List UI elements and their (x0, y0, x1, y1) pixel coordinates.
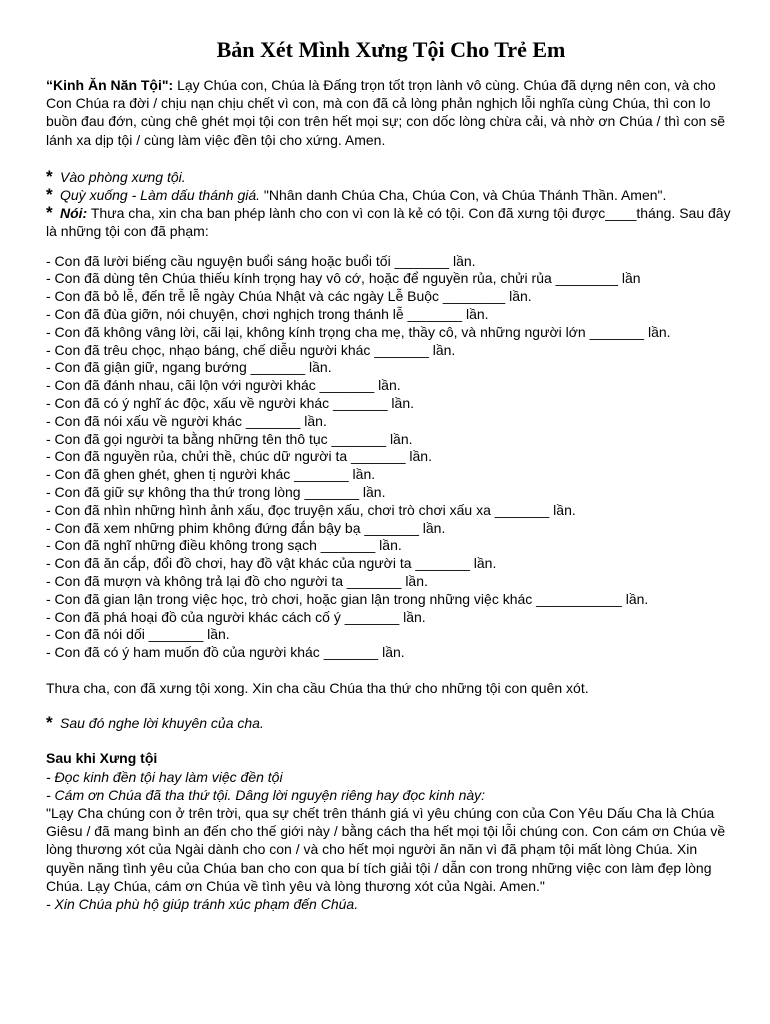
list-item: - Con đã ghen ghét, ghen tị người khác _______ lần. (46, 466, 376, 483)
list-item: - Con đã gian lận trong việc học, trò chơi, hoặc gian lận trong những việc khác ___________ lần. (46, 590, 649, 607)
step-kneel-text: "Nhân danh Chúa Cha, Chúa Con, và Chúa Thánh Thần. Amen". (260, 187, 667, 204)
list-item: - Con đã đùa giỡn, nói chuyện, chơi nghịch trong thánh lễ _______ lần. (46, 306, 489, 323)
after-step-penance: - Đọc kinh đền tội hay làm việc đền tội (46, 768, 283, 785)
step-kneel (46, 186, 736, 204)
page-title: Bản Xét Mình Xưng Tội Cho Trẻ Em (216, 37, 566, 62)
list-item: - Con đã nói xấu về người khác _______ lần. (46, 412, 327, 429)
asterisk-bullet: * (46, 713, 53, 733)
document-page (46, 36, 736, 913)
list-item: - Con đã giận giữ, ngang bướng _______ lần. (46, 359, 332, 376)
list-item: - Con đã đánh nhau, cãi lộn với người khác _______ lần. (46, 377, 401, 394)
list-item: - Con đã phá hoại đồ của người khác cách cố ý _______ lần. (46, 608, 426, 625)
list-item: - Con đã dùng tên Chúa thiếu kính trọng hay vô cớ, hoặc để nguyền rủa, chửi rủa ________ lần (46, 270, 641, 287)
step-say (46, 204, 736, 240)
list-item: - Con đã bỏ lễ, đến trễ lễ ngày Chúa Nhật và các ngày Lễ Buộc ________ lần. (46, 288, 532, 305)
list-item: - Con đã không vâng lời, cãi lại, không kính trọng cha mẹ, thầy cô, và những người lớn _______ lần. (46, 323, 671, 340)
step-enter-text: Vào phòng xưng tội. (60, 168, 186, 185)
list-item: - Con đã nghĩ những điều không trong sạch _______ lần. (46, 537, 402, 554)
step-say-label: Nói: (60, 205, 88, 222)
asterisk-bullet: * (46, 185, 53, 205)
list-item: - Con đã có ý nghĩ ác độc, xấu về người khác _______ lần. (46, 395, 415, 411)
list-item: - Con đã trêu chọc, nhạo báng, chế diễu người khác _______ lần. (46, 341, 456, 358)
list-item: - Con đã có ý ham muốn đồ của người khác _______ lần. (46, 644, 405, 661)
list-item: - Con đã ăn cắp, đổi đồ chơi, hay đồ vật khác của người ta _______ lần. (46, 555, 497, 572)
advice-text: Sau đó nghe lời khuyên của cha. (60, 715, 264, 732)
step-say-text: Thưa cha, xin cha ban phép lành cho con vì con là kẻ có tội. Con đã xưng tội được____tháng. Sau đây là những tội con đã phạm: (46, 205, 731, 240)
contrition-text: Lạy Chúa con, Chúa là Đấng trọn tốt trọn lành vô cùng. Chúa đã dựng nên con, và cho Con Chúa ra đời / chịu nạn chịu chết vì con, mà con đã cả lòng phản nghịch lỗi nghĩa cùng Chúa, thì con lo buồn đau đớn, cùng chê ghét mọi tội con trên hết mọi sự; con dốc lòng chừa cải, và nhờ ơn Chúa / thì con sẽ lánh xa dịp tội / cùng làm việc đền tội cho xứng. Amen. (46, 77, 726, 148)
list-item: - Con đã lười biếng cầu nguyện buổi sáng hoặc buổi tối _______ lần. (46, 252, 476, 269)
step-kneel-italic: Quỳ xuống - Làm dấu thánh giá. (60, 187, 261, 204)
list-item: - Con đã giữ sự không tha thứ trong lòng _______ lần. (46, 483, 386, 500)
closing-statement: Thưa cha, con đã xưng tội xong. Xin cha cầu Chúa tha thứ cho những tội con quên xót. (46, 679, 589, 696)
list-item: - Con đã gọi người ta bằng những tên thô tục _______ lần. (46, 430, 413, 447)
list-item: - Con đã nói dối _______ lần. (46, 626, 230, 643)
list-item: - Con đã nguyền rủa, chửi thề, chúc dữ người ta _______ lần. (46, 448, 432, 465)
asterisk-bullet: * (46, 203, 53, 223)
contrition-prayer (46, 76, 736, 149)
after-step-thanks: - Cám ơn Chúa đã tha thứ tội. Dâng lời nguyện riêng hay đọc kinh này: (46, 786, 486, 803)
asterisk-bullet: * (46, 166, 53, 186)
list-item: - Con đã mượn và không trả lại đồ cho người ta _______ lần. (46, 572, 428, 589)
contrition-label: “Kinh Ăn Năn Tội": (46, 77, 174, 93)
after-step-blessing: - Xin Chúa phù hộ giúp tránh xúc phạm đến Chúa. (46, 895, 359, 912)
advice-step (46, 714, 736, 732)
after-confession-heading: Sau khi Xưng tội (46, 750, 158, 767)
list-item: - Con đã xem những phim không đứng đắn bậy bạ _______ lần. (46, 519, 446, 536)
thanksgiving-prayer: "Lạy Cha chúng con ở trên trời, qua sự chết trên thánh giá vì yêu chúng con của Con Yêu Dấu Cha là Chúa Giêsu / đã mang bình an đến cho thế giới này / bằng cách tha hết mọi tội lỗi chúng con. Con cám ơn Chúa về lòng thương xót của Ngài dành cho con / và cho hết mọi người ăn năn vì đã phạm tội mất lòng Chúa. Xin quyền năng tình yêu của Chúa ban cho con qua bí tích giải tội / dẫn con trong những việc con làm đẹp lòng Chúa. Lạy Chúa, cám ơn Chúa về tình yêu và lòng thương xót của Ngài. Amen." (46, 804, 726, 894)
list-item: - Con đã nhìn những hình ảnh xấu, đọc truyện xấu, chơi trò chơi xấu xa _______ lần. (46, 501, 576, 518)
sin-list (46, 253, 736, 662)
step-enter (46, 168, 736, 186)
